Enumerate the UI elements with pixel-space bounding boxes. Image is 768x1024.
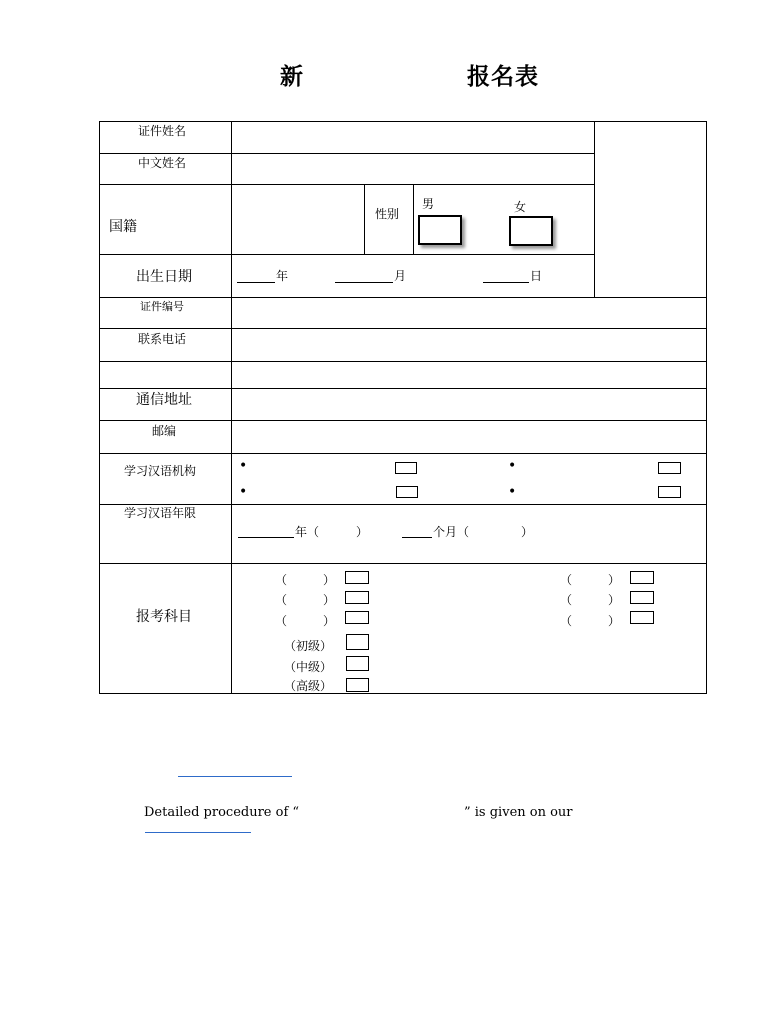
birth-year-blank[interactable] — [237, 282, 275, 283]
institution-bullet-1: • — [239, 458, 248, 474]
subject-checkbox-4[interactable] — [630, 571, 654, 584]
procedure-text-start: Detailed procedure of “ — [144, 805, 300, 820]
subject-checkbox-3[interactable] — [345, 611, 369, 624]
institution-checkbox-4[interactable] — [658, 486, 681, 498]
row-sep-2 — [99, 184, 595, 185]
birth-day-unit: 日 — [530, 269, 543, 283]
form-border-top — [99, 121, 707, 122]
level-intermediate-checkbox[interactable] — [346, 656, 369, 671]
months-unit: 个月（ — [433, 525, 470, 539]
subject-paren-close-5: ） — [608, 593, 621, 607]
nationality-label: 国籍 — [109, 219, 137, 235]
months-close-paren: ） — [521, 525, 534, 539]
row-sep-4 — [99, 297, 707, 298]
birth-date-label: 出生日期 — [136, 269, 192, 285]
gender-female-label: 女 — [514, 200, 527, 214]
form-border-right — [706, 121, 707, 694]
institution-bullet-2: • — [508, 458, 517, 474]
procedure-text-end: ” is given on our — [464, 805, 573, 820]
row-sep-8 — [99, 420, 707, 421]
birth-month-unit: 月 — [394, 269, 407, 283]
birth-day-blank[interactable] — [483, 282, 529, 283]
gender-divider-left — [364, 184, 365, 255]
phone-label: 联系电话 — [138, 332, 187, 346]
registration-form — [99, 121, 707, 694]
years-label: 学习汉语年限 — [124, 506, 197, 520]
institution-label: 学习汉语机构 — [124, 464, 197, 478]
level-beginner-label: （初级） — [284, 639, 333, 653]
institution-checkbox-3[interactable] — [396, 486, 418, 498]
level-advanced-checkbox[interactable] — [346, 678, 369, 692]
subject-paren-close-6: ） — [608, 614, 621, 628]
subject-paren-close-4: ） — [608, 573, 621, 587]
postcode-label: 邮编 — [152, 424, 177, 438]
id-name-label: 证件姓名 — [138, 124, 187, 138]
subject-paren-close-3: ） — [323, 614, 336, 628]
institution-checkbox-1[interactable] — [395, 462, 417, 474]
address-label: 通信地址 — [136, 392, 192, 408]
gender-male-checkbox[interactable] — [418, 215, 462, 245]
gender-female-checkbox[interactable] — [509, 216, 553, 246]
years-blank[interactable] — [238, 537, 294, 538]
form-border-bottom — [99, 693, 707, 694]
years-close-paren: ） — [356, 525, 369, 539]
hyperlink-underline-2[interactable] — [145, 832, 251, 833]
subject-paren-close-1: ） — [323, 573, 336, 587]
institution-checkbox-2[interactable] — [658, 462, 681, 474]
subject-paren-open-4: （ — [560, 573, 573, 587]
row-sep-3 — [99, 254, 595, 255]
months-blank[interactable] — [402, 537, 432, 538]
hyperlink-underline-1[interactable] — [178, 776, 292, 777]
subject-paren-open-6: （ — [560, 614, 573, 628]
level-advanced-label: （高级） — [284, 679, 333, 693]
years-unit: 年（ — [295, 525, 320, 539]
birth-year-unit: 年 — [276, 269, 289, 283]
institution-bullet-4: • — [508, 484, 517, 500]
birth-month-blank[interactable] — [335, 282, 393, 283]
gender-male-label: 男 — [422, 197, 435, 211]
row-sep-9 — [99, 453, 707, 454]
level-beginner-checkbox[interactable] — [346, 634, 369, 650]
label-column-divider — [231, 121, 232, 694]
subject-paren-close-2: ） — [323, 593, 336, 607]
subject-paren-open-2: （ — [275, 593, 288, 607]
form-border-left — [99, 121, 100, 694]
row-sep-6 — [99, 361, 707, 362]
row-sep-11 — [99, 563, 707, 564]
gender-divider-right — [413, 184, 414, 255]
row-sep-5 — [99, 328, 707, 329]
subject-paren-open-5: （ — [560, 593, 573, 607]
level-intermediate-label: （中级） — [284, 660, 333, 674]
subject-checkbox-6[interactable] — [630, 611, 654, 624]
id-number-label: 证件编号 — [140, 300, 184, 313]
page-title-left: 新 — [280, 63, 304, 90]
gender-label: 性别 — [375, 207, 400, 221]
subject-checkbox-5[interactable] — [630, 591, 654, 604]
institution-bullet-3: • — [239, 484, 248, 500]
subject-paren-open-3: （ — [275, 614, 288, 628]
chinese-name-label: 中文姓名 — [138, 156, 187, 170]
page-title-right: 报名表 — [467, 63, 539, 90]
photo-column-divider — [594, 121, 595, 297]
subject-checkbox-1[interactable] — [345, 571, 369, 584]
subjects-label: 报考科目 — [136, 609, 192, 625]
subject-paren-open-1: （ — [275, 573, 288, 587]
subject-checkbox-2[interactable] — [345, 591, 369, 604]
